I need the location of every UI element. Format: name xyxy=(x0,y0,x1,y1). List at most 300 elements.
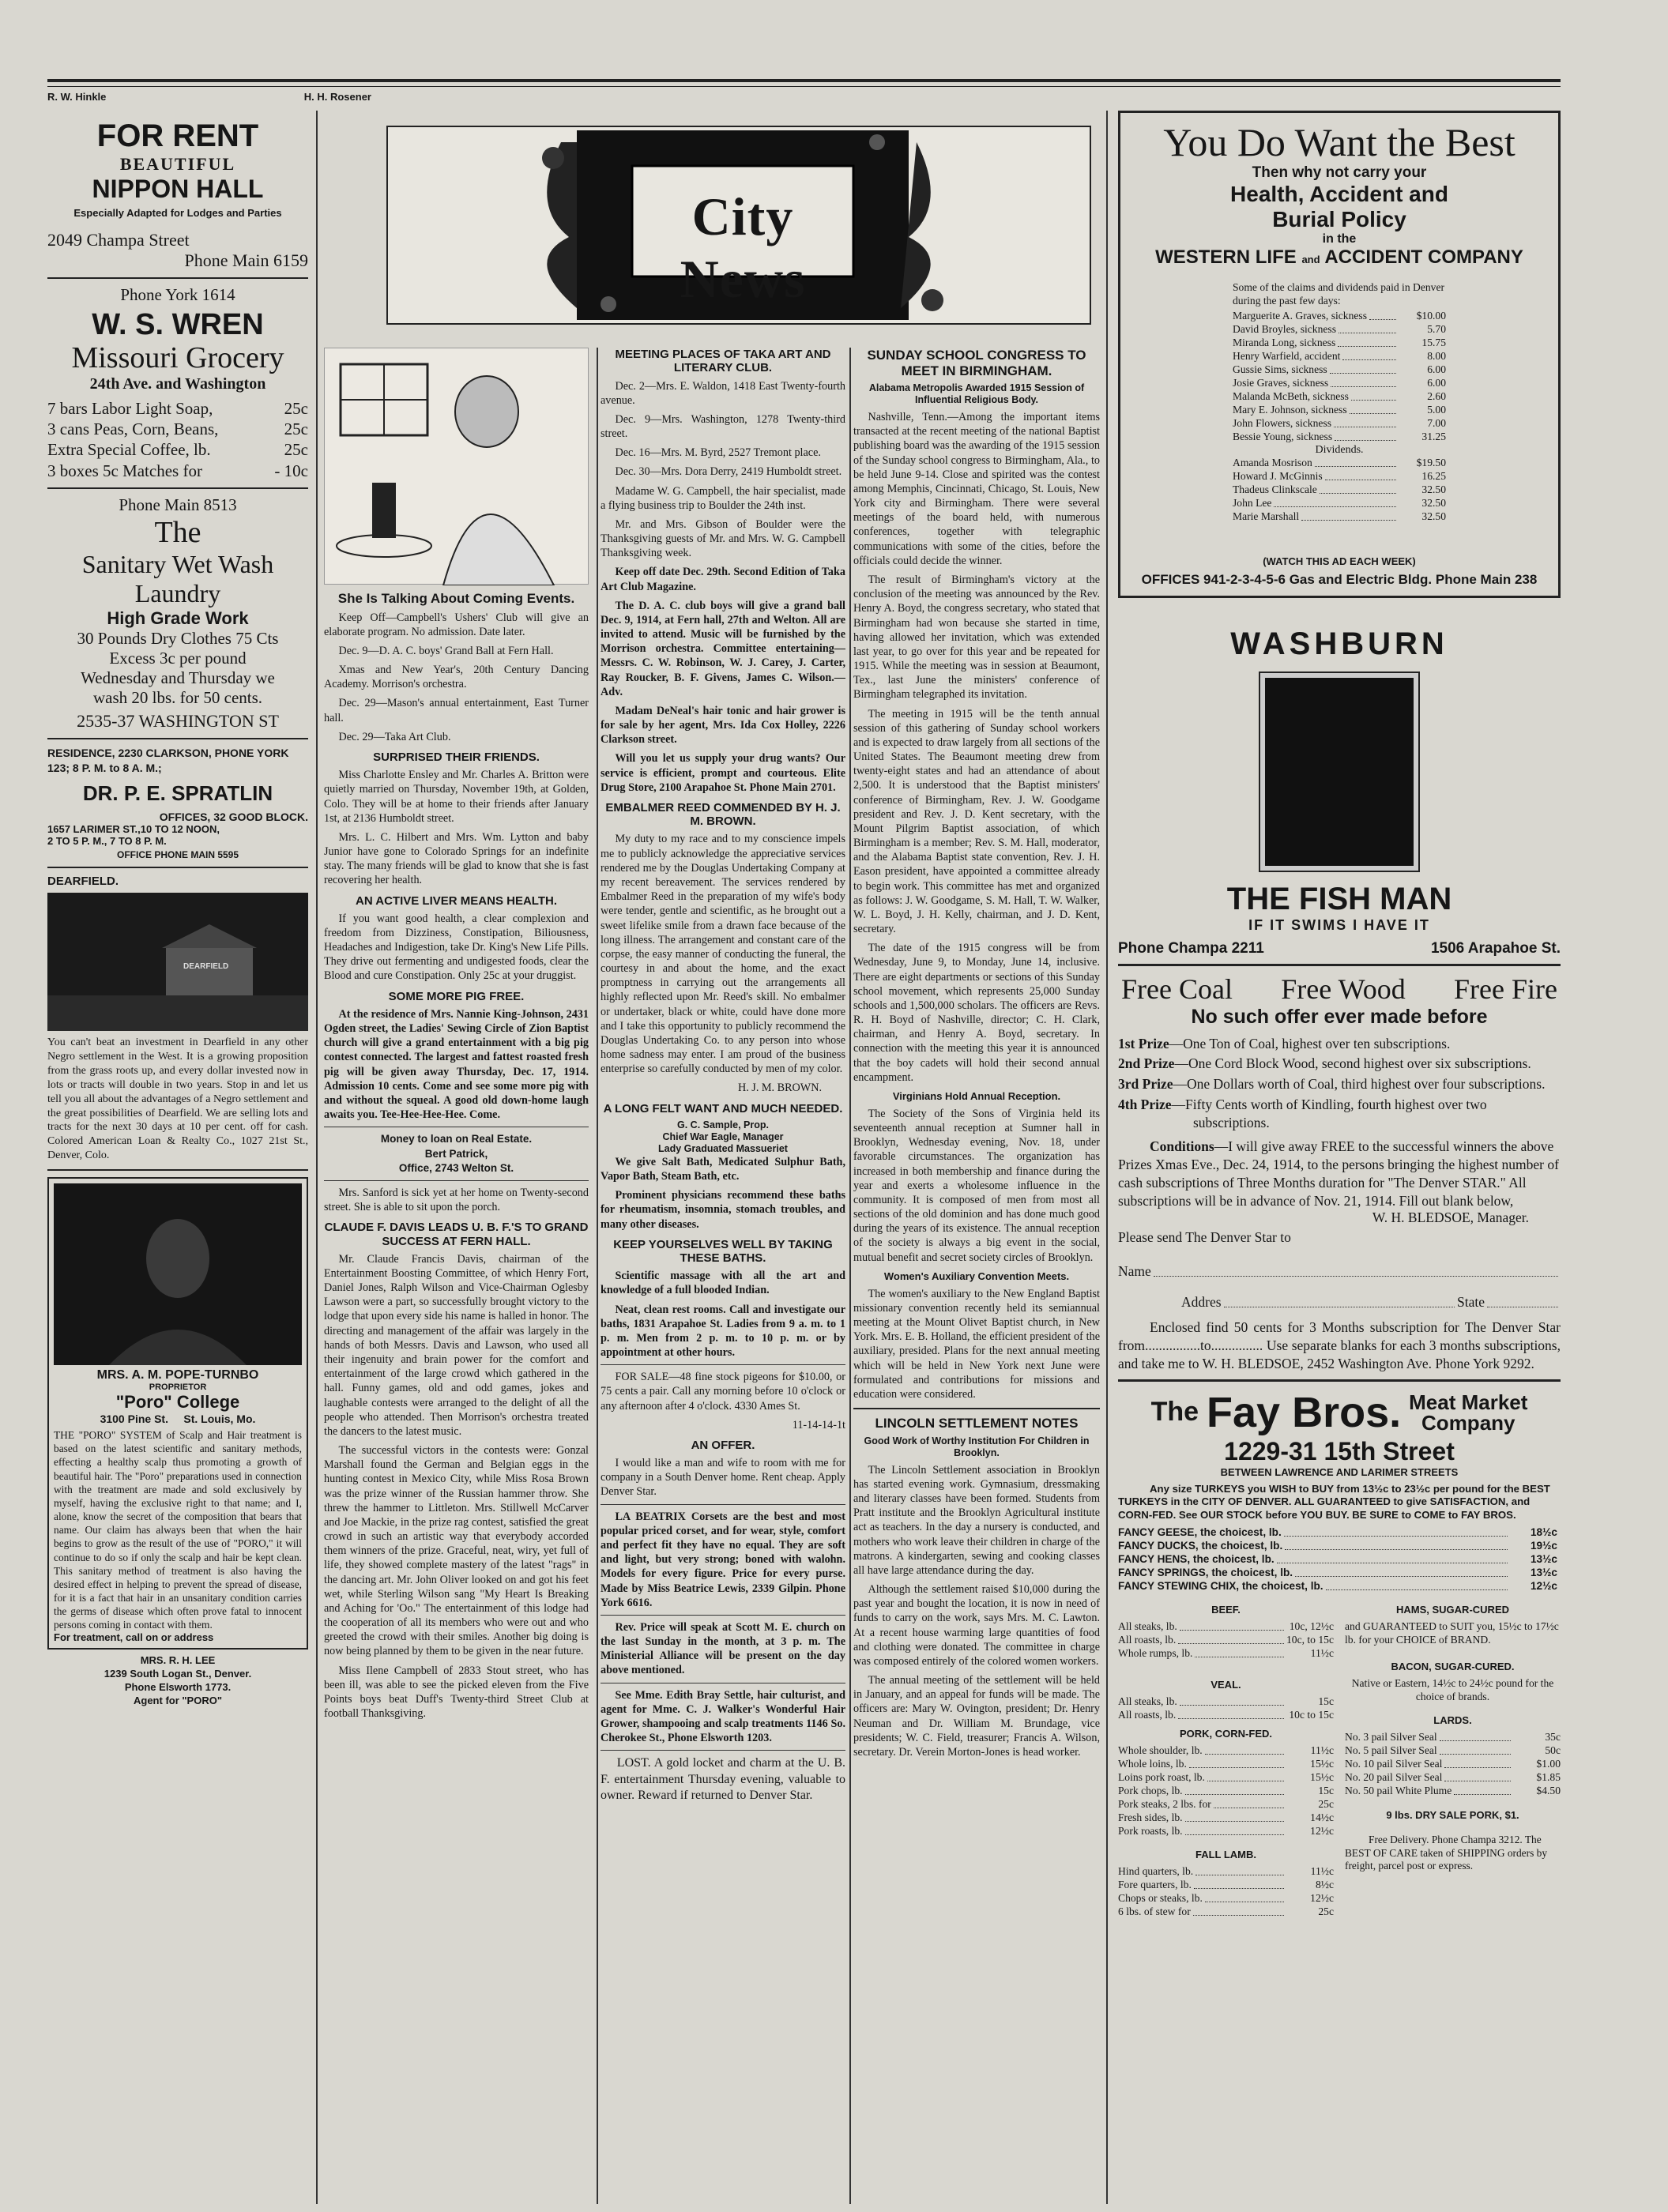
events-heading: She Is Talking About Coming Events. xyxy=(337,591,575,606)
western-watch: (WATCH THIS AD EACH WEEK) xyxy=(1263,555,1416,567)
publisher-left: R. W. Hinkle xyxy=(47,91,107,103)
prize-text: —Fifty Cents worth of Kindling, fourth highest over two subscriptions. xyxy=(1171,1096,1487,1130)
pigeon-sale-code: 11-14-14-1t xyxy=(792,1418,845,1431)
sunday-body xyxy=(853,410,1100,1085)
row-value: $10.00 xyxy=(1416,309,1446,322)
long-subline: Lady Graduated Massueriet xyxy=(658,1142,788,1154)
wren-item xyxy=(47,419,308,439)
dearfield-heading: DEARFIELD. xyxy=(47,874,119,888)
row-value: 8.00 xyxy=(1427,349,1446,362)
leader-dots xyxy=(1274,506,1396,507)
row-value: 18½c xyxy=(1530,1526,1557,1539)
sanford-text: Mrs. Sanford is sick yet at her home on Twenty-second street. She is able to sit upon the porch. xyxy=(324,1186,589,1214)
western-life-ad xyxy=(1118,111,1561,598)
free-send: Please send The Denver Star to xyxy=(1118,1229,1291,1246)
dry-pork: 9 lbs. DRY SALE PORK, $1. xyxy=(1386,1808,1519,1821)
laundry-word: Laundry xyxy=(134,578,221,608)
column-divider xyxy=(849,348,851,2204)
western-intro: Some of the claims and dividends paid in Denver during the past few days: xyxy=(1233,281,1445,307)
price-row xyxy=(1233,377,1446,390)
price-row xyxy=(1233,470,1446,483)
paragraph: Dec. 9—Mrs. Washington, 1278 Twenty-third street. xyxy=(601,412,845,441)
leader-dots xyxy=(1180,1705,1284,1706)
lard-heading: LARDS. xyxy=(1433,1714,1472,1726)
row-label: All steaks, lb. xyxy=(1118,1620,1177,1633)
column-divider xyxy=(1106,111,1108,2204)
leader-dots xyxy=(1330,373,1396,374)
row-label: All roasts, lb. xyxy=(1118,1634,1177,1646)
price-row xyxy=(1233,337,1446,350)
paragraph: Mr. Claude Francis Davis, chairman of the Entertainment Boosting Committee, of which Henry Fort, Daniel Jones, Ralph Wilson and Vice-Chairman Oglesby Lawson were a part, so successfully brought victory to the lodge that upon every side his name is halled in honor. The directing and management of the affair was largely in the hands of both Messrs. Davis and Lawson, who used all their ingenuity and brain power for the comfort and entertainment of the large crowd which gathered in the hall. Funny games, old and odd games, jokes and laughable contests were arranged to the delight of all the people who attended. Then Morrison's orchestra treated the dancers to the latest music. xyxy=(324,1252,589,1438)
laundry-excess: Excess 3c per pound xyxy=(109,648,247,668)
column-2 xyxy=(324,348,589,1725)
row-value: $1.85 xyxy=(1536,1770,1561,1783)
reed-body xyxy=(601,832,845,1095)
long-subheads xyxy=(601,1119,845,1155)
corset-text: LA BEATRIX Corsets are the best and most popular priced corset, and for wear, style, comfort and perfect fit they have no equal. They are soft and light, but very strong; boned with walohn. Models for every figure. Price for every purse. Made by Miss Beatrice Lewis, 2339 Gilpin. Phone York 6616. xyxy=(601,1510,845,1609)
veal-heading: VEAL. xyxy=(1211,1679,1241,1691)
price-row xyxy=(1118,1798,1334,1811)
fay-company xyxy=(1409,1392,1527,1433)
prize-item xyxy=(1118,1035,1561,1053)
row-label: FANCY STEWING CHIX, the choicest, lb. xyxy=(1118,1580,1323,1593)
pig-body xyxy=(324,1007,589,1122)
price-row xyxy=(1233,310,1446,323)
paragraph: Dec. 29—Mason's annual entertainment, East Turner hall. xyxy=(324,697,589,724)
form-address-label: Addres xyxy=(1181,1294,1222,1311)
events-body xyxy=(324,611,589,744)
row-label: Henry Warfield, accident xyxy=(1233,349,1341,362)
conditions-text: —I will give away FREE to the successful winners the above Prizes Xmas Eve., Dec. 24, 1914, to the persons bringing the highest number of cash subscriptions of Three Months duration for "The Denver STAR." All subscriptions will be in advance of Nov. 21, 1914. Fill out blank below, xyxy=(1118,1138,1559,1209)
row-label: FANCY DUCKS, the choicest, lb. xyxy=(1118,1540,1283,1552)
price-row xyxy=(1233,404,1446,417)
price-row xyxy=(1118,1553,1557,1567)
lincoln-heading: LINCOLN SETTLEMENT NOTES xyxy=(875,1416,1079,1431)
free-sub: No such offer ever made before xyxy=(1191,1005,1488,1028)
western-offices: OFFICES 941-2-3-4-5-6 Gas and Electric Bldg. Phone Main 238 xyxy=(1141,571,1538,587)
offer-body xyxy=(601,1456,845,1499)
row-label: Pork roasts, lb. xyxy=(1118,1824,1183,1837)
price-row xyxy=(1233,510,1446,524)
leader-dots xyxy=(1315,466,1396,467)
bacon-heading: BACON, SUGAR-CURED. xyxy=(1391,1661,1515,1673)
paragraph: Dec. 16—Mrs. M. Byrd, 2527 Tremont place. xyxy=(615,446,821,460)
form-name-label: Name xyxy=(1118,1263,1151,1280)
paragraph: Scientific massage with all the art and knowledge of a full blooded Indian. xyxy=(601,1270,845,1297)
poro-college: "Poro" College xyxy=(115,1392,240,1413)
spratlin-hours-2: 2 TO 5 P. M., 7 TO 8 P. M. xyxy=(47,834,167,847)
conditions-key: Conditions xyxy=(1150,1138,1214,1155)
price-row xyxy=(1118,1695,1334,1709)
price-note xyxy=(601,1620,845,1678)
row-label: All roasts, lb. xyxy=(1118,1708,1177,1721)
leader-dots xyxy=(1284,1536,1508,1537)
row-value: $19.50 xyxy=(1416,456,1446,468)
keep-body xyxy=(601,1269,845,1360)
virginians-body xyxy=(853,1107,1100,1265)
liver-heading: AN ACTIVE LIVER MEANS HEALTH. xyxy=(355,893,557,908)
row-label: No. 3 pail Silver Seal xyxy=(1345,1730,1437,1743)
paragraph: Nashville, Tenn.—Among the important items transacted at the recent meeting of the national Baptist publishing board was the awarding of the 1915 session of the Sunday school congress to Birmingham, Ala., to be held June 9-14. Close and spirited was the contest among Memphis, Cincinnati, Chicago, St. Louis, New York city and Birmingham. There were several meetings of the board held, with numerous conferences, together with telegraphic communications with some of the cities, before the officials could decide the winner. xyxy=(853,411,1100,567)
price-row xyxy=(1118,1540,1557,1553)
row-label: Hind quarters, lb. xyxy=(1118,1864,1194,1877)
poro-portrait xyxy=(54,1183,302,1365)
money-line-1: Money to loan on Real Estate. xyxy=(380,1133,533,1146)
paragraph: The date of the 1915 congress will be from Wednesday, June 9, to Monday, June 14, inclusive. There are eight departments or sections of this Sunday school movement, which represents 25,000 Sunday schools and 1,500,000 scholars. The officers are Revs. R. H. Boyd of Nashville, director; C. H. Clark, chairman, and Henry A. Boyd, secretary. In connection with the meeting this year it is announced that the boy cadets will hold their second annual encampment. xyxy=(853,942,1100,1084)
nippon-hall-ad xyxy=(47,118,308,271)
fay-meat-columns xyxy=(1118,1598,1561,1919)
price-row xyxy=(1233,417,1446,431)
prize-key: 4th Prize xyxy=(1118,1096,1172,1112)
lost-note xyxy=(601,1755,845,1804)
laundry-name: Sanitary Wet Wash xyxy=(81,549,274,578)
prize-item xyxy=(1118,1075,1561,1093)
fish-contact xyxy=(1118,940,1561,957)
price-row xyxy=(1118,1825,1334,1838)
poro-agent-phone: Phone Elsworth 1773. xyxy=(124,1681,232,1694)
western-line-3: Health, Accident and xyxy=(1230,182,1448,206)
price-row xyxy=(1118,1620,1334,1634)
beef-list xyxy=(1118,1620,1334,1661)
lincoln-subheading: Good Work of Worthy Institution For Children in Brooklyn. xyxy=(864,1435,1090,1458)
lincoln-body xyxy=(853,1463,1100,1759)
taka-heading: MEETING PLACES OF TAKA ART AND LITERARY CLUB. xyxy=(615,348,831,375)
price-row xyxy=(1118,1811,1334,1825)
rent-address: 2049 Champa Street xyxy=(47,230,190,250)
row-label: FANCY HENS, the choicest, lb. xyxy=(1118,1553,1275,1566)
prize-text: —One Ton of Coal, highest over ten subscriptions. xyxy=(1169,1035,1451,1051)
row-value: 31.25 xyxy=(1421,430,1446,442)
price-row xyxy=(1233,363,1446,377)
money-line-3: Office, 2743 Welton St. xyxy=(398,1161,514,1174)
leader-dots xyxy=(1178,1643,1284,1644)
spratlin-office-phone: OFFICE PHONE MAIN 5595 xyxy=(116,848,239,860)
spacer xyxy=(1118,598,1561,626)
row-value: 15c xyxy=(1318,1695,1334,1707)
reed-heading: EMBALMER REED COMMENDED BY H. J. M. BROWN. xyxy=(605,800,841,829)
price-row xyxy=(1233,390,1446,404)
offer-heading: AN OFFER. xyxy=(691,1438,755,1452)
paragraph: The annual meeting of the settlement will be held in January, and an appeal for funds will be made. The officers are: Mary W. Ovington, president; Dr. Henry Neuman and Dr. William M. Brundage, vice presidents; W. C. Field, treasurer; Francis A. Wilson, secretary. Dr. Verein Morton-Jones is head worker. xyxy=(853,1674,1100,1759)
divider xyxy=(601,1750,845,1751)
row-value: 15c xyxy=(1318,1784,1334,1796)
form-name-field[interactable] xyxy=(1154,1263,1558,1277)
pig-heading: SOME MORE PIG FREE. xyxy=(388,989,525,1003)
laundry-days: Wednesday and Thursday we xyxy=(81,668,275,687)
lamb-heading: FALL LAMB. xyxy=(1195,1848,1257,1860)
western-line-4: Burial Policy xyxy=(1272,207,1406,231)
poro-proprietor-name: MRS. A. M. POPE-TURNBO xyxy=(96,1368,259,1382)
lamb-list xyxy=(1118,1865,1334,1919)
paragraph: The successful victors in the contests were: Gonzal Marshall found the German and Belgian eggs in the hunting contest in Mexico City, while Miss Rosa Brown was the prize winner of the Russian hammer throw. She threw the hammer to Littleton. Mrs. Stillwell McCarver and Joe Mackie, in the prize rag contest, satisfied the great crowd in such an artistic way that everybody accorded them winners of the prize. Graceful, neat, wiry, yet full of life, they showed complete mastery of the latest "rags" in the dancing art. Mr. John Oliver looked on and got his feet wet, while Sterling Wilson sang "My Heart Is Breaking and Aching for 'Oo." The entertainment of this lodge had the cooperation of all its members who were out and who greeted the crowd with their smiles. Another big doing is now being planned by them to be given in the near future. xyxy=(324,1444,589,1658)
beef-heading: BEEF. xyxy=(1211,1604,1241,1616)
paragraph: Mr. and Mrs. Gibson of Boulder were the Thanksgiving guests of Mr. and Mrs. W. G. Campbell Thanksgiving week. xyxy=(601,517,845,560)
liver-text: If you want good health, a clear complexion and freedom from Dizziness, Constipation, Biliousness, Headaches and Indigestion, take Dr. King's New Life Pills. They drive out fermenting and undigested foods, clear the Blood and cure Constipation. Only 25c at your druggist. xyxy=(324,912,589,983)
row-value: 5.70 xyxy=(1427,322,1446,335)
price-row xyxy=(1345,1771,1561,1785)
column-5 xyxy=(1110,111,1561,1919)
leader-dots xyxy=(1338,346,1396,347)
paragraph: The D. A. C. club boys will give a grand ball Dec. 9, 1914, at Fern hall, 27th and Welton. All are invited to attend. Music will be furnished by the Morrison orchestra. Committee entertaining—Messrs. C. W. Robinson, W. J. Carey, J. Carter, Ray Roucker, B. F. Givens, James C. Wilson.—Adv. xyxy=(601,599,845,698)
leader-dots xyxy=(1440,1740,1511,1741)
row-value: 6.00 xyxy=(1427,363,1446,375)
dearfield-photo xyxy=(47,893,308,1031)
row-label: Howard J. McGinnis xyxy=(1233,469,1323,482)
row-value: 11½c xyxy=(1310,1864,1334,1877)
pork-heading: PORK, CORN-FED. xyxy=(1180,1727,1272,1740)
lard-list xyxy=(1345,1731,1561,1798)
row-value: 11½c xyxy=(1310,1647,1334,1660)
row-value: 6.00 xyxy=(1427,376,1446,389)
free-conditions xyxy=(1118,1138,1561,1209)
row-label: Josie Graves, sickness xyxy=(1233,376,1329,389)
virginians-text: The Society of the Sons of Virginia held its seventeenth annual reception at Sumner hall in Brooklyn, Wednesday evening, Nov. 18, under favorable circumstances. The organization has increased in both membership and finance during the year and exerts a wholesome influence in the community. It is composed of men from most all sections of the old dominion and has done much good during the years of its existence. The annual reception of the society is always a big event in the social, mutual benefit and secret society circles of Brooklyn. xyxy=(853,1107,1100,1264)
laundry-ad xyxy=(47,495,308,732)
paragraph: Dec. 2—Mrs. E. Waldon, 1418 East Twenty-fourth avenue. xyxy=(601,379,845,407)
pig-text: At the residence of Mrs. Nannie King-Johnson, 2431 Ogden street, the Ladies' Sewing Circle of Zion Baptist church will give a grand entertainment with a big pig contest connected. The largest and fattest roasted fresh pig will be given away Thursday, Dec. 17, 1914. Admission 10 cents. Come and see some more pig with and without the squeal. A good old down-home laugh awaits you. Tee-Hee-Hee-Hee. Come. xyxy=(324,1007,589,1122)
western-title: You Do Want the Best xyxy=(1163,120,1516,164)
poro-agent-name: MRS. R. H. LEE xyxy=(140,1654,216,1667)
paragraph: Keep Off—Campbell's Ushers' Club will give an elaborate program. No admission. Date later. xyxy=(324,611,589,638)
keep-heading: KEEP YOURSELVES WELL BY TAKING THESE BATHS. xyxy=(613,1237,833,1265)
row-value: 50c xyxy=(1545,1744,1561,1756)
row-label: John Flowers, sickness xyxy=(1233,416,1331,429)
pork-list xyxy=(1118,1744,1334,1838)
leader-dots xyxy=(1326,1589,1508,1590)
leader-dots xyxy=(1285,1549,1508,1550)
paragraph: Mrs. L. C. Hilbert and Mrs. Wm. Lytton and baby Junior have gone to Colorado Springs for an indefinite stay. The many friends will be glad to know that she is fast recovering her health. xyxy=(324,830,589,887)
row-label: Gussie Sims, sickness xyxy=(1233,363,1327,375)
price-row xyxy=(1345,1785,1561,1798)
free-fire: Free Fire xyxy=(1454,972,1557,1005)
poro-agent xyxy=(47,1654,308,1708)
price-row xyxy=(1118,1758,1334,1771)
price-row xyxy=(1118,1634,1334,1647)
row-label: Chops or steaks, lb. xyxy=(1118,1891,1203,1904)
row-label: Whole shoulder, lb. xyxy=(1118,1744,1203,1756)
item-price: 25c xyxy=(284,398,308,418)
western-line-5: in the xyxy=(1322,232,1357,246)
free-fuel-heading xyxy=(1118,972,1561,1006)
row-label: No. 5 pail Silver Seal xyxy=(1345,1744,1437,1756)
price-row xyxy=(1233,350,1446,363)
dearfield-photo-caption: DEARFIELD xyxy=(183,961,229,971)
row-value: 13½c xyxy=(1530,1553,1557,1566)
fay-header xyxy=(1118,1388,1561,1437)
price-row xyxy=(1118,1905,1334,1919)
taka-body xyxy=(601,379,845,795)
leader-dots xyxy=(1205,1754,1284,1755)
price-row xyxy=(1118,1567,1557,1580)
row-value: 16.25 xyxy=(1421,469,1446,482)
laundry-rate: 30 Pounds Dry Clothes 75 Cts xyxy=(77,628,279,648)
fay-right-column xyxy=(1345,1598,1561,1919)
form-name-row xyxy=(1118,1263,1561,1280)
dearfield-ad xyxy=(47,875,308,1163)
price-row xyxy=(1233,323,1446,337)
prize-key: 2nd Prize xyxy=(1118,1055,1175,1072)
women-heading: Women's Auxiliary Convention Meets. xyxy=(883,1270,1070,1282)
publisher-right: H. H. Rosener xyxy=(303,91,371,103)
row-value: 12½c xyxy=(1310,1824,1334,1837)
laundry-phone: Phone Main 8513 xyxy=(119,495,237,514)
surprised-body xyxy=(324,768,589,887)
long-body xyxy=(601,1155,845,1232)
column-4 xyxy=(853,348,1100,1764)
free-enclosed: Enclosed find 50 cents for 3 Months subscription for The Denver Star from................to............... Use separate blanks for each 3 months subscriptions, and take me to W. H. BLEDSOE, 2452 Washington Ave. Phone York 9292. xyxy=(1118,1319,1561,1371)
row-value: 35c xyxy=(1545,1730,1561,1743)
paragraph: The Lincoln Settlement association in Brooklyn has started evening work. Gymnasium, dressmaking and literary classes have been formed. Students from Pratt institute and the Brooklyn Agricultural institute act as teachers. In the day a nursery is conducted, and mothers who work leave their children in charge of the matrons. A kindergarten, sewing and cooking classes all have large attendance during the day. xyxy=(853,1463,1100,1577)
newspaper-page xyxy=(47,79,1628,2204)
spratlin-offices: OFFICES, 32 GOOD BLOCK. xyxy=(159,810,308,823)
women-text: The women's auxiliary to the New England Baptist missionary convention recently held its semiannual meeting at the Mount Olivet Baptist church, in New York. Mrs. E. B. Holland, the efficient president of the auxiliary, presided. Plans for the next annual meeting which will be held in New York next June were formulated and contributions for missions and education were considered. xyxy=(853,1287,1100,1401)
sanford-note xyxy=(324,1186,589,1214)
row-label: Malanda McBeth, sickness xyxy=(1233,389,1349,402)
price-row xyxy=(1118,1526,1557,1540)
poro-agent-address: 1239 South Logan St., Denver. xyxy=(104,1668,252,1680)
row-value: 14½c xyxy=(1310,1811,1334,1823)
rent-phone: Phone Main 6159 xyxy=(184,250,308,270)
fay-co: Company xyxy=(1421,1410,1516,1435)
poro-address: 3100 Pine St. St. Louis, Mo. xyxy=(100,1413,256,1426)
row-value: 15.75 xyxy=(1421,336,1446,348)
fay-delivery: Free Delivery. Phone Champa 3212. The BEST OF CARE taken of SHIPPING orders by freight, parcel post or express. xyxy=(1345,1833,1548,1872)
column-1 xyxy=(47,111,308,1708)
form-address-row xyxy=(1118,1294,1561,1311)
row-value: 11½c xyxy=(1310,1744,1334,1756)
sunday-heading: SUNDAY SCHOOL CONGRESS TO MEET IN BIRMINGHAM. xyxy=(867,348,1086,378)
fay-address: 1229-31 15th Street xyxy=(1224,1436,1455,1465)
row-label: Mary E. Johnson, sickness xyxy=(1233,403,1347,416)
row-label: No. 50 pail White Plume xyxy=(1345,1784,1452,1796)
fay-intro: Any size TURKEYS you WISH to BUY from 13½c to 23½c per pound for the BEST TURKEYS in the CITY OF DENVER. ALL GUARANTEED to give SATISFACTION, and CORN-FED. See OUR STOCK before YOU BUY. BE SURE to COME to FAY BROS. xyxy=(1118,1482,1550,1521)
rent-sub: BEAUTIFUL xyxy=(119,154,236,174)
row-label: No. 20 pail Silver Seal xyxy=(1345,1770,1443,1783)
wren-item xyxy=(47,461,308,481)
row-label: John Lee xyxy=(1233,496,1272,509)
western-company-2: ACCIDENT COMPANY xyxy=(1324,246,1523,268)
fay-name: Fay Bros. xyxy=(1207,1388,1402,1436)
sunday-subheading: Alabama Metropolis Awarded 1915 Session of Influential Religious Body. xyxy=(868,382,1085,406)
wren-item xyxy=(47,398,308,419)
item-label: 3 boxes 5c Matches for xyxy=(47,461,202,480)
wren-location: 24th Ave. and Washington xyxy=(89,374,266,393)
leader-dots xyxy=(1189,1767,1284,1768)
row-value: 10c to 15c xyxy=(1289,1708,1334,1721)
women-body xyxy=(853,1287,1100,1401)
laundry-the: The xyxy=(154,515,201,549)
publisher-names xyxy=(47,91,371,103)
reed-signature: H. J. M. BROWN. xyxy=(737,1082,822,1095)
divider xyxy=(601,1364,845,1365)
prize-text: —One Cord Block Wood, second highest over six subscriptions. xyxy=(1174,1055,1531,1072)
lost-text: LOST. A gold locket and charm at the U. B. F. entertainment Thursday evening, valuable to owner. Reward if returned to Denver Star. xyxy=(601,1756,845,1803)
city-news-banner xyxy=(371,111,1106,340)
western-line-2: Then why not carry your xyxy=(1252,164,1427,181)
row-value: 5.00 xyxy=(1427,403,1446,416)
spratlin-name: DR. P. E. SPRATLIN xyxy=(82,781,273,805)
row-value: $1.00 xyxy=(1536,1757,1561,1770)
davis-body xyxy=(324,1252,589,1721)
pigeon-sale-text: FOR SALE—48 fine stock pigeons for $10.00, or 75 cents a pair. Call any morning before 10 o'clock or any afternoon after 4 o'clock. 4330 Ames St. xyxy=(601,1371,845,1413)
leader-dots xyxy=(1350,413,1396,414)
fay-left-column xyxy=(1118,1598,1334,1919)
leader-dots xyxy=(1369,319,1396,320)
leader-dots xyxy=(1454,1794,1511,1795)
paragraph: Dec. 30—Mrs. Dora Derry, 2419 Humboldt street. xyxy=(615,465,842,479)
row-value: 15½c xyxy=(1310,1757,1334,1770)
fay-between: BETWEEN LAWRENCE AND LARIMER STREETS xyxy=(1220,1465,1459,1478)
row-label: FANCY SPRINGS, the choicest, lb. xyxy=(1118,1567,1293,1579)
divider xyxy=(601,1504,845,1505)
item-price: 25c xyxy=(284,440,308,460)
liver-body xyxy=(324,912,589,984)
offer-text: I would like a man and wife to room with me for company in a South Denver home. Rent cheap. Apply Denver Star. xyxy=(601,1457,845,1499)
prize-text: —One Dollars worth of Coal, third highest over four subscriptions. xyxy=(1173,1076,1546,1093)
telephone-woman-illustration xyxy=(324,348,589,585)
paragraph: We give Salt Bath, Medicated Sulphur Bath, Vapor Bath, Steam Bath, etc. xyxy=(601,1155,845,1183)
price-row xyxy=(1233,483,1446,497)
item-label: 3 cans Peas, Corn, Beans, xyxy=(47,419,219,439)
leader-dots xyxy=(1295,1576,1508,1577)
poro-agent-for: Agent for "PORO" xyxy=(134,1695,222,1707)
leader-dots xyxy=(1335,440,1396,441)
leader-dots xyxy=(1351,400,1396,401)
fish-phone: Phone Champa 2211 xyxy=(1118,939,1264,957)
form-address-field[interactable] xyxy=(1224,1294,1455,1307)
row-label: Fore quarters, lb. xyxy=(1118,1878,1192,1890)
western-company xyxy=(1133,246,1546,269)
wren-store: Missouri Grocery xyxy=(71,341,284,374)
hams-heading: HAMS, SUGAR-CURED xyxy=(1396,1604,1509,1616)
row-value: 32.50 xyxy=(1421,510,1446,522)
paragraph: Dec. 9—D. A. C. boys' Grand Ball at Fern Hall. xyxy=(338,644,554,657)
leader-dots xyxy=(1440,1754,1511,1755)
prize-key: 1st Prize xyxy=(1118,1035,1169,1051)
price-row xyxy=(1118,1709,1334,1722)
leader-dots xyxy=(1178,1718,1284,1719)
row-label: Pork chops, lb. xyxy=(1118,1784,1183,1796)
row-value: 25c xyxy=(1318,1905,1334,1917)
prize-list xyxy=(1118,1035,1561,1132)
price-row xyxy=(1118,1744,1334,1758)
leader-dots xyxy=(1185,1834,1284,1835)
row-label: Marie Marshall xyxy=(1233,510,1300,522)
fish-man-ad xyxy=(1118,626,1561,957)
row-label: 6 lbs. of stew for xyxy=(1118,1905,1191,1917)
western-claims-list xyxy=(1233,310,1446,444)
surprised-heading: SURPRISED THEIR FRIENDS. xyxy=(373,750,540,764)
row-value: 12½c xyxy=(1530,1580,1557,1593)
form-state-field[interactable] xyxy=(1487,1294,1558,1307)
price-row xyxy=(1118,1865,1334,1879)
laundry-offer: wash 20 lbs. for 50 cents. xyxy=(92,687,263,707)
row-value: 10c, 12½c xyxy=(1289,1620,1334,1633)
pigeon-sale xyxy=(601,1370,845,1432)
paragraph: Will you let us supply your drug wants? Our service is efficient, prompt and courteous. Elite Drug Store, 2100 Arapahoe St. Phone Main 2701. xyxy=(601,752,845,794)
divider xyxy=(1118,1379,1561,1382)
rent-heading: FOR RENT xyxy=(96,118,259,153)
price-row xyxy=(1118,1771,1334,1785)
western-company-and: and xyxy=(1301,254,1320,265)
wren-phone: Phone York 1614 xyxy=(120,285,235,304)
long-subline: G. C. Sample, Prop. xyxy=(677,1119,769,1130)
row-value: 32.50 xyxy=(1421,483,1446,495)
row-label: Whole rumps, lb. xyxy=(1118,1647,1193,1660)
row-label: Miranda Long, sickness xyxy=(1233,336,1336,348)
row-value: 10c, to 15c xyxy=(1286,1634,1334,1646)
settle-ad xyxy=(601,1688,845,1746)
